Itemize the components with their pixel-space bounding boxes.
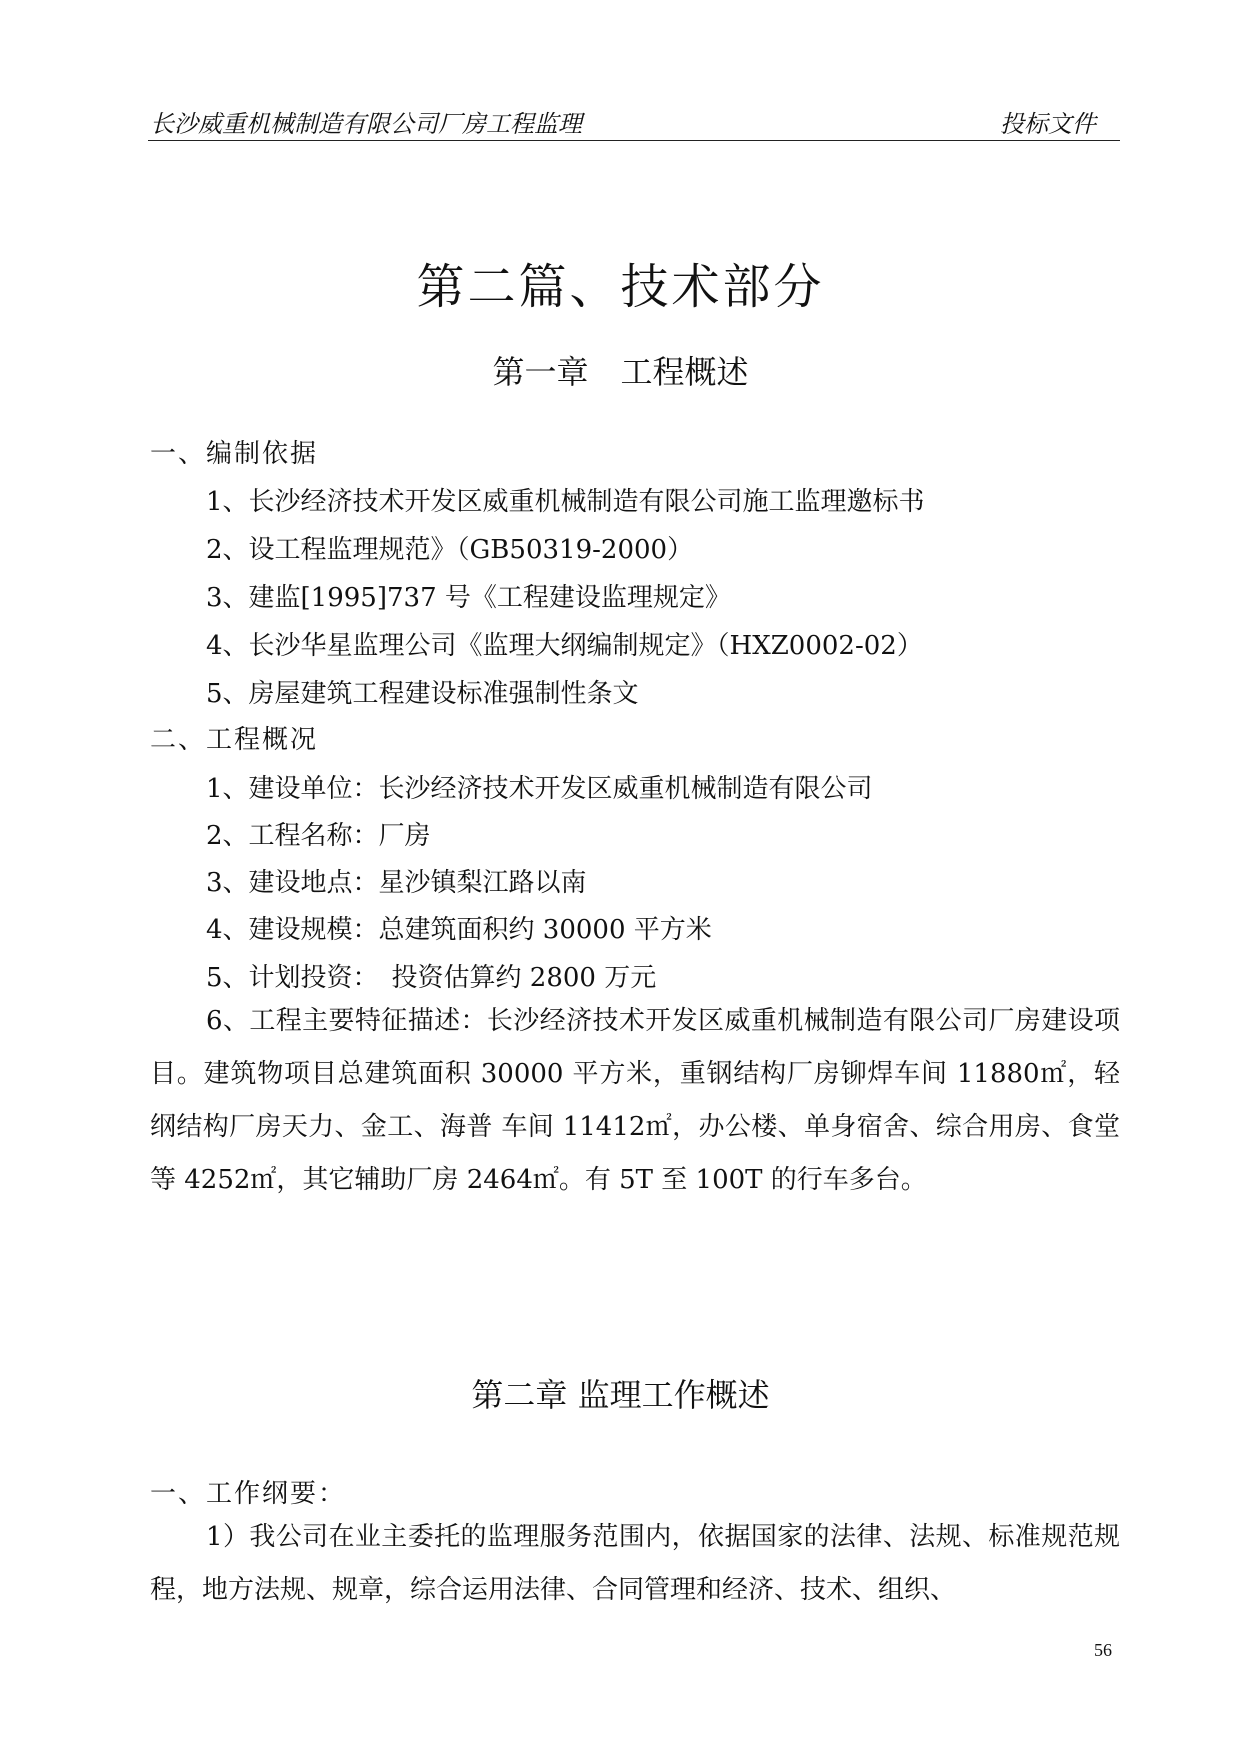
overview-item-2: 2、工程名称：厂房	[206, 821, 431, 851]
overview-item-5: 5、计划投资： 投资估算约 2800 万元	[206, 963, 657, 993]
basis-item-4: 4、长沙华星监理公司《监理大纲编制规定》（HXZ0002-02）	[206, 631, 923, 661]
section-heading-compilation-basis: 一、编制依据	[150, 439, 319, 469]
page-header	[148, 100, 1120, 141]
overview-item-3: 3、建设地点：星沙镇梨江路以南	[206, 868, 587, 898]
chapter-2-title: 第二章 监理工作概述	[471, 1376, 770, 1414]
basis-item-5: 5、房屋建筑工程建设标准强制性条文	[206, 679, 639, 709]
chapter-1-title: 第一章 工程概述	[492, 353, 749, 391]
part-title: 第二篇、技术部分	[416, 259, 825, 315]
section-heading-project-overview: 二、工程概况	[150, 725, 319, 755]
header-project-title: 长沙威重机械制造有限公司厂房工程监理	[150, 110, 582, 138]
work-outline-paragraph: 1）我公司在业主委托的监理服务范围内，依据国家的法律、法规、标准规范规程，地方法规、规章，综合运用法律、合同管理和经济、技术、组织、	[150, 1522, 1120, 1605]
overview-item-4: 4、建设规模：总建筑面积约 30000 平方米	[206, 915, 712, 945]
header-document-type: 投标文件	[1000, 110, 1096, 138]
overview-item-1: 1、建设单位：长沙经济技术开发区威重机械制造有限公司	[206, 774, 873, 804]
section-heading-work-outline: 一、工作纲要：	[150, 1479, 347, 1509]
basis-item-3: 3、建监[1995]737 号《工程建设监理规定》	[206, 583, 731, 613]
basis-item-2: 2、设工程监理规范》（GB50319-2000）	[206, 535, 694, 565]
page-number: 56	[1094, 1640, 1112, 1660]
basis-item-1: 1、长沙经济技术开发区威重机械制造有限公司施工监理邀标书	[206, 487, 925, 517]
project-features-paragraph: 6、工程主要特征描述：长沙经济技术开发区威重机械制造有限公司厂房建设项目。建筑物项目总建筑面积 30000 平方米，重钢结构厂房铆焊车间 11880㎡，轻纲结构厂房天力、金工、海普 车间 11412㎡，办公楼、单身宿舍、综合用房、食堂等 4252㎡，其它辅助厂房 2464㎡。有 5T 至 100T 的行车多台。	[150, 1006, 1120, 1195]
